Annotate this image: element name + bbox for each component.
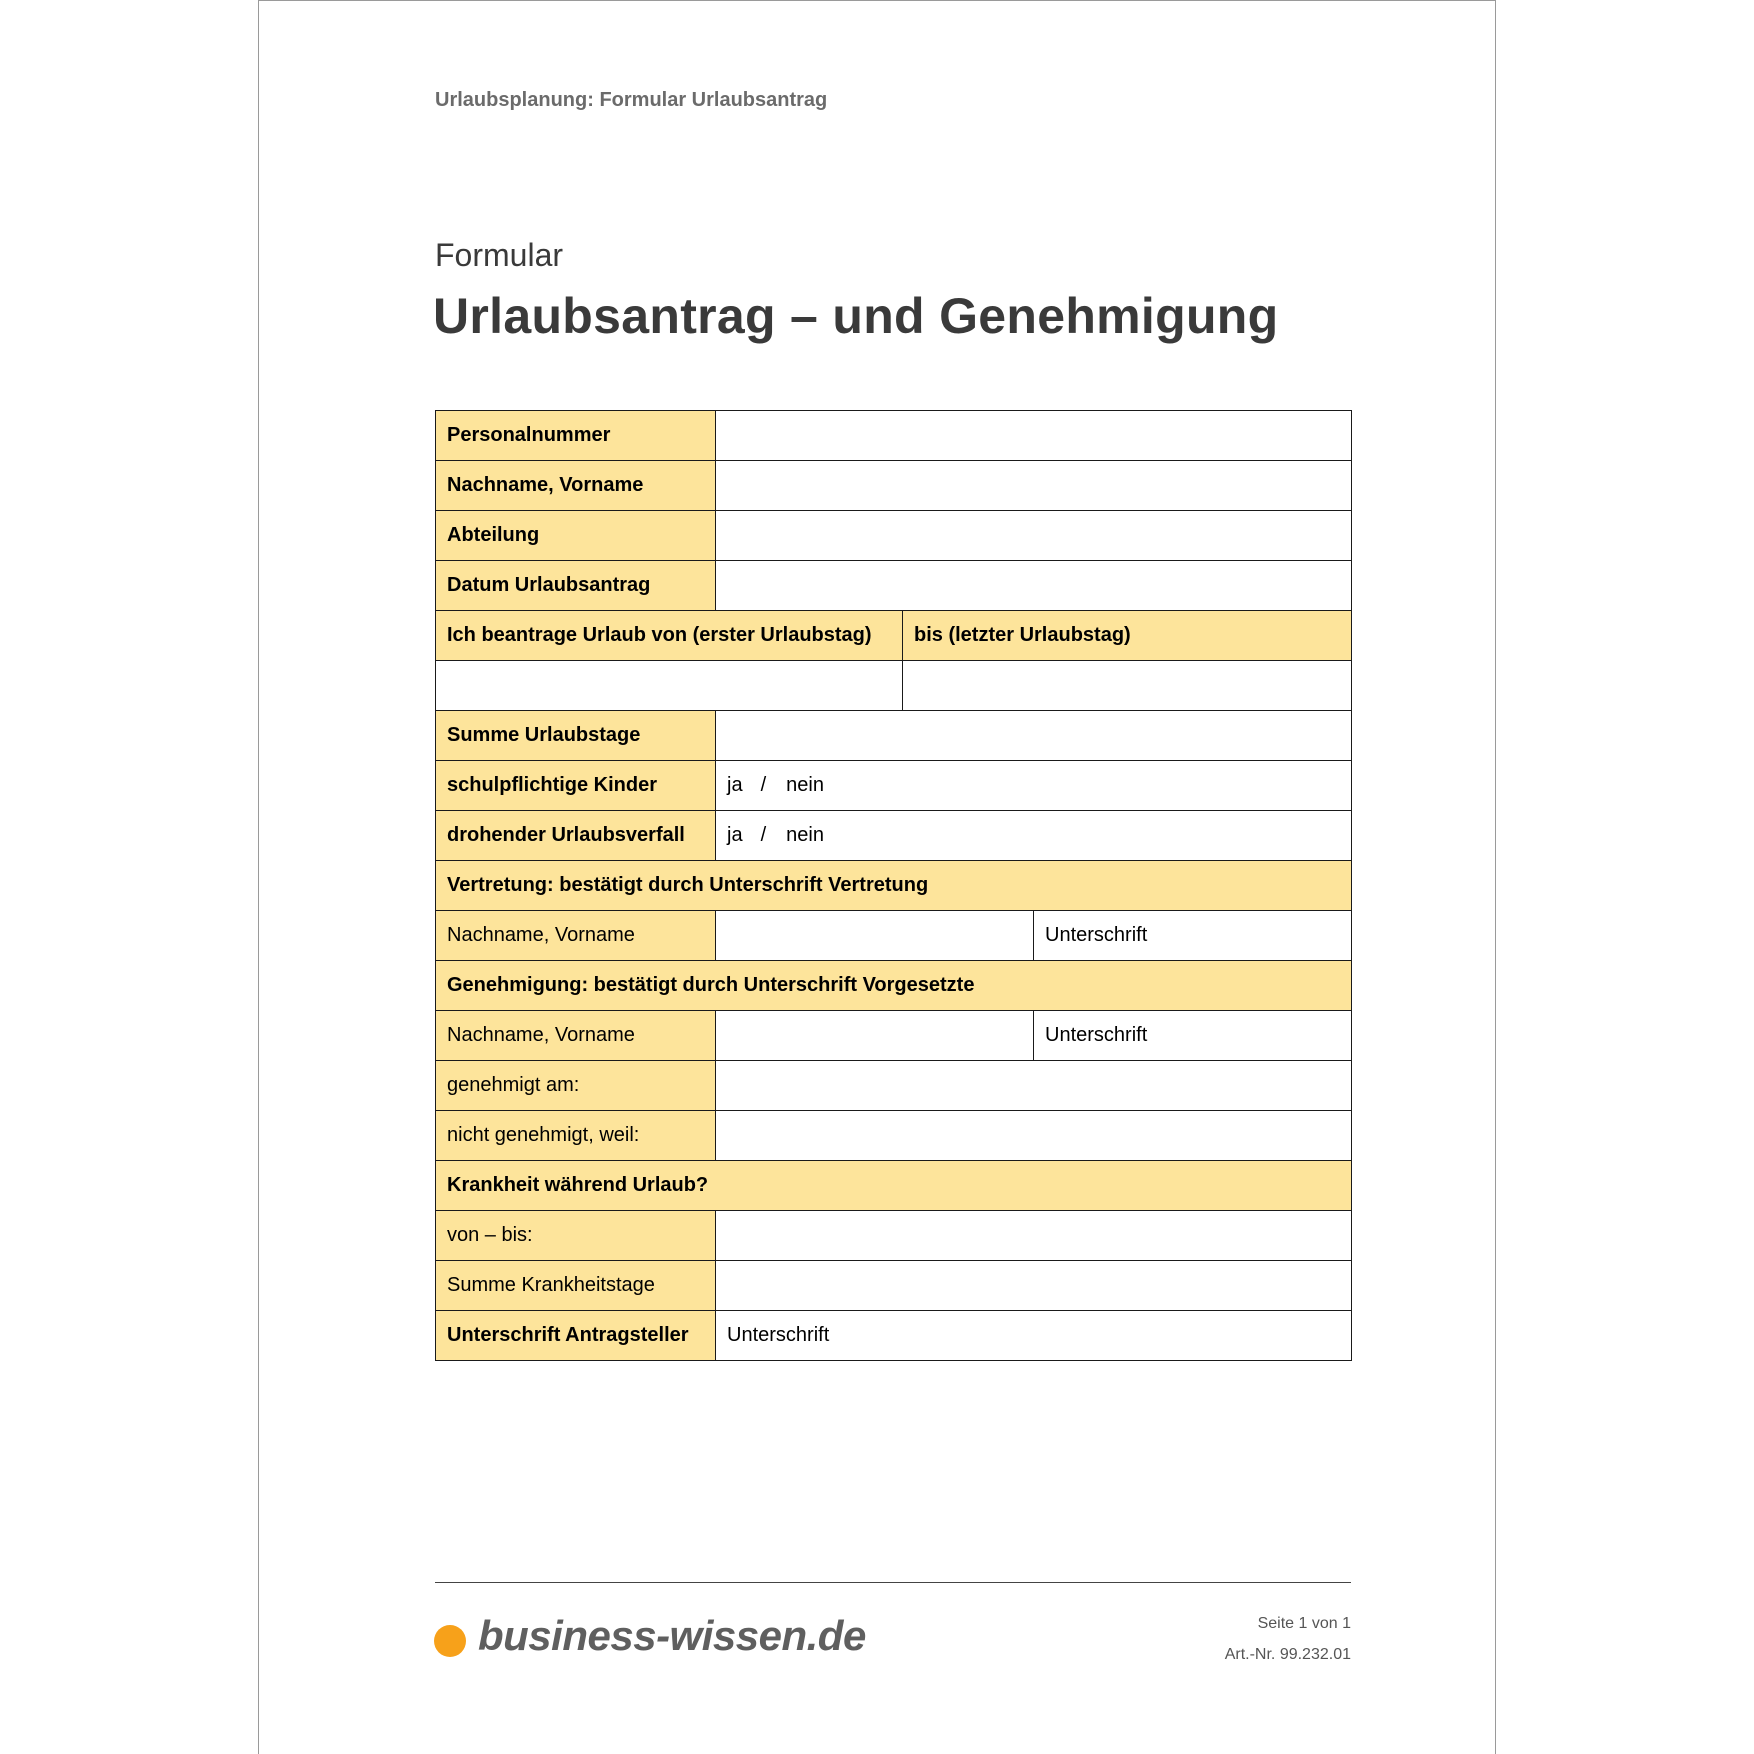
section-header-krankheit: Krankheit während Urlaub?	[436, 1161, 1352, 1211]
form-row-zeitraum-inputs	[436, 661, 1352, 711]
input-summe-krankheitstage[interactable]	[716, 1261, 1352, 1311]
form-row-summe-krankheitstage	[436, 1261, 1352, 1311]
form-row-antragsteller	[436, 1311, 1352, 1361]
label-urlaub-bis: bis (letzter Urlaubstag)	[903, 611, 1352, 661]
form-row-summe-urlaubstage	[436, 711, 1352, 761]
input-urlaub-bis[interactable]	[903, 661, 1352, 711]
input-genehmigt-am[interactable]	[716, 1061, 1352, 1111]
label-genehmigung-name: Nachname, Vorname	[436, 1011, 716, 1061]
label-kinder: schulpflichtige Kinder	[436, 761, 716, 811]
footer-divider	[435, 1582, 1351, 1583]
label-summe-urlaubstage: Summe Urlaubstage	[436, 711, 716, 761]
section-header-genehmigung: Genehmigung: bestätigt durch Unterschrift Vorgesetzte	[436, 961, 1352, 1011]
label-vertretung-name: Nachname, Vorname	[436, 911, 716, 961]
input-nicht-genehmigt[interactable]	[716, 1111, 1352, 1161]
label-verfall: drohender Urlaubsverfall	[436, 811, 716, 861]
section-krankheit	[436, 1161, 1352, 1211]
form-row-nicht-genehmigt	[436, 1111, 1352, 1161]
logo-dot-icon	[434, 1625, 466, 1657]
label-antragsteller: Unterschrift Antragsteller	[436, 1311, 716, 1361]
form-row-genehmigt-am	[436, 1061, 1352, 1111]
signature-field-genehmigung[interactable]: Unterschrift	[1034, 1011, 1352, 1061]
input-name[interactable]	[716, 461, 1352, 511]
input-personalnummer[interactable]	[716, 411, 1352, 461]
option-separator: /	[760, 824, 767, 846]
form-row-verfall	[436, 811, 1352, 861]
label-nicht-genehmigt: nicht genehmigt, weil:	[436, 1111, 716, 1161]
label-von-bis: von – bis:	[436, 1211, 716, 1261]
section-genehmigung	[436, 961, 1352, 1011]
document-kicker: Formular	[435, 237, 564, 273]
options-kinder	[716, 761, 1352, 811]
option-ja[interactable]: ja	[727, 774, 743, 796]
option-nein[interactable]: nein	[786, 824, 824, 846]
input-abteilung[interactable]	[716, 511, 1352, 561]
form-row-name	[436, 461, 1352, 511]
signature-field-vertretung[interactable]: Unterschrift	[1034, 911, 1352, 961]
label-abteilung: Abteilung	[436, 511, 716, 561]
form-row-datum	[436, 561, 1352, 611]
label-name: Nachname, Vorname	[436, 461, 716, 511]
page-info	[1225, 1608, 1351, 1670]
option-nein[interactable]: nein	[786, 774, 824, 796]
form-row-kinder	[436, 761, 1352, 811]
vacation-request-form	[435, 410, 1352, 1361]
form-row-abteilung	[436, 511, 1352, 561]
input-genehmigung-name[interactable]	[716, 1011, 1034, 1061]
form-row-genehmigung	[436, 1011, 1352, 1061]
label-datum: Datum Urlaubsantrag	[436, 561, 716, 611]
input-von-bis[interactable]	[716, 1211, 1352, 1261]
signature-field-antragsteller[interactable]: Unterschrift	[716, 1311, 1352, 1361]
input-vertretung-name[interactable]	[716, 911, 1034, 961]
options-verfall	[716, 811, 1352, 861]
option-ja[interactable]: ja	[727, 824, 743, 846]
input-datum[interactable]	[716, 561, 1352, 611]
label-urlaub-von: Ich beantrage Urlaub von (erster Urlaubstag)	[436, 611, 903, 661]
section-vertretung	[436, 861, 1352, 911]
form-row-vertretung	[436, 911, 1352, 961]
input-summe-urlaubstage[interactable]	[716, 711, 1352, 761]
option-separator: /	[760, 774, 767, 796]
label-summe-krankheitstage: Summe Krankheitstage	[436, 1261, 716, 1311]
section-header-vertretung: Vertretung: bestätigt durch Unterschrift Vertretung	[436, 861, 1352, 911]
form-row-zeitraum-labels	[436, 611, 1352, 661]
brand-logo: business-wissen.de	[478, 1612, 866, 1659]
form-row-von-bis	[436, 1211, 1352, 1261]
article-number: Art.-Nr. 99.232.01	[1224, 1646, 1351, 1663]
header-breadcrumb: Urlaubsplanung: Formular Urlaubsantrag	[435, 89, 828, 111]
document-title: Urlaubsantrag – und Genehmigung	[433, 288, 1279, 344]
form-row-personalnummer	[436, 411, 1352, 461]
page-number: Seite 1 von 1	[1257, 1615, 1351, 1632]
input-urlaub-von[interactable]	[436, 661, 903, 711]
label-genehmigt-am: genehmigt am:	[436, 1061, 716, 1111]
label-personalnummer: Personalnummer	[436, 411, 716, 461]
